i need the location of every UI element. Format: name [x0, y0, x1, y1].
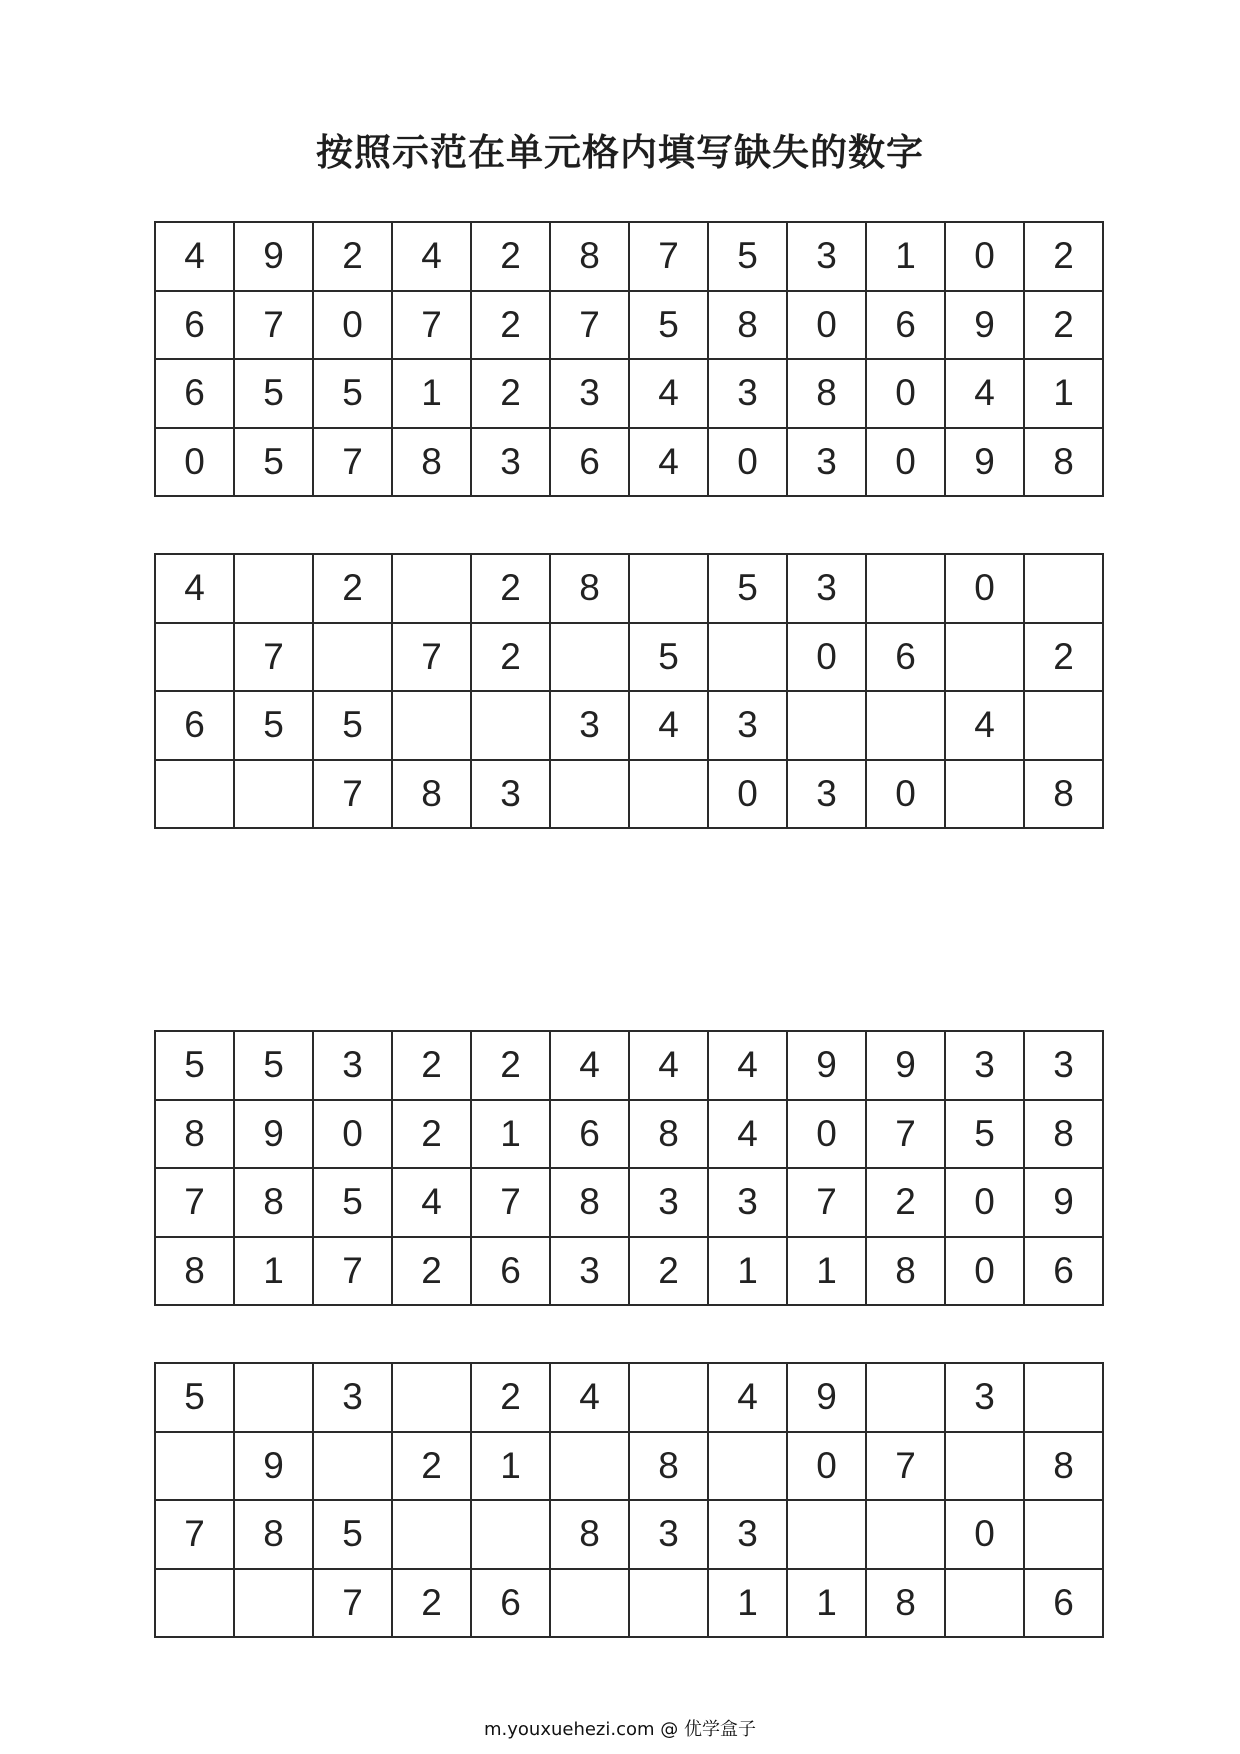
number-cell: 4: [945, 691, 1024, 760]
grid-row: [155, 222, 1103, 291]
blank-cell[interactable]: [155, 623, 234, 692]
number-cell: 8: [787, 359, 866, 428]
grid-row: [155, 1569, 1103, 1638]
number-cell: 9: [945, 428, 1024, 497]
number-cell: 0: [945, 554, 1024, 623]
blank-cell[interactable]: [313, 623, 392, 692]
blank-cell[interactable]: [471, 691, 550, 760]
blank-cell[interactable]: [234, 1569, 313, 1638]
number-cell: 7: [313, 760, 392, 829]
number-cell: 2: [313, 222, 392, 291]
number-cell: 4: [945, 359, 1024, 428]
number-cell: 2: [313, 554, 392, 623]
grid-row: [155, 1100, 1103, 1169]
number-cell: 5: [313, 359, 392, 428]
number-cell: 4: [155, 554, 234, 623]
number-cell: 0: [945, 1237, 1024, 1306]
number-cell: 0: [708, 760, 787, 829]
number-cell: 4: [155, 222, 234, 291]
number-cell: 1: [787, 1569, 866, 1638]
blank-cell[interactable]: [629, 554, 708, 623]
number-cell: 4: [708, 1031, 787, 1100]
number-cell: 6: [866, 623, 945, 692]
grid-row: [155, 554, 1103, 623]
number-cell: 4: [629, 1031, 708, 1100]
number-cell: 3: [787, 760, 866, 829]
number-cell: 7: [313, 1237, 392, 1306]
number-cell: 8: [866, 1237, 945, 1306]
blank-cell[interactable]: [866, 1363, 945, 1432]
number-cell: 6: [155, 359, 234, 428]
number-cell: 9: [866, 1031, 945, 1100]
number-cell: 1: [708, 1569, 787, 1638]
number-cell: 5: [629, 623, 708, 692]
grid-row: [155, 691, 1103, 760]
number-cell: 3: [945, 1031, 1024, 1100]
number-cell: 0: [945, 1500, 1024, 1569]
number-cell: 0: [787, 1432, 866, 1501]
number-cell: 0: [708, 428, 787, 497]
blank-cell[interactable]: [945, 1569, 1024, 1638]
number-cell: 2: [392, 1237, 471, 1306]
blank-cell[interactable]: [392, 1500, 471, 1569]
number-cell: 6: [1024, 1569, 1103, 1638]
number-cell: 8: [1024, 760, 1103, 829]
exercise-grid-1: [154, 553, 1104, 829]
number-cell: 4: [708, 1363, 787, 1432]
blank-cell[interactable]: [550, 1432, 629, 1501]
number-cell: 5: [629, 291, 708, 360]
number-cell: 8: [1024, 428, 1103, 497]
blank-cell[interactable]: [234, 554, 313, 623]
number-cell: 1: [471, 1432, 550, 1501]
number-cell: 5: [234, 691, 313, 760]
number-cell: 8: [392, 428, 471, 497]
number-cell: 0: [313, 1100, 392, 1169]
number-cell: 4: [550, 1363, 629, 1432]
number-cell: 2: [392, 1100, 471, 1169]
number-cell: 3: [787, 554, 866, 623]
number-cell: 7: [550, 291, 629, 360]
number-cell: 9: [234, 222, 313, 291]
grid-row: [155, 623, 1103, 692]
number-cell: 0: [866, 359, 945, 428]
number-cell: 6: [155, 691, 234, 760]
number-cell: 9: [1024, 1168, 1103, 1237]
number-cell: 0: [945, 1168, 1024, 1237]
number-cell: 4: [392, 222, 471, 291]
blank-cell[interactable]: [866, 554, 945, 623]
blank-cell[interactable]: [234, 1363, 313, 1432]
number-cell: 9: [787, 1363, 866, 1432]
number-cell: 3: [550, 691, 629, 760]
number-cell: 8: [392, 760, 471, 829]
number-cell: 2: [1024, 623, 1103, 692]
number-cell: 3: [550, 359, 629, 428]
number-cell: 2: [471, 554, 550, 623]
number-cell: 2: [471, 222, 550, 291]
number-cell: 7: [155, 1168, 234, 1237]
blank-cell[interactable]: [866, 1500, 945, 1569]
number-cell: 7: [471, 1168, 550, 1237]
blank-cell[interactable]: [945, 1432, 1024, 1501]
blank-cell[interactable]: [629, 1569, 708, 1638]
number-cell: 8: [708, 291, 787, 360]
number-cell: 8: [550, 1168, 629, 1237]
number-cell: 7: [392, 623, 471, 692]
number-cell: 7: [234, 291, 313, 360]
number-cell: 0: [155, 428, 234, 497]
number-cell: 5: [155, 1363, 234, 1432]
number-cell: 2: [392, 1432, 471, 1501]
grid-row: [155, 428, 1103, 497]
number-cell: 0: [787, 291, 866, 360]
footer-source: m.youxuehezi.com @ 优学盒子: [483, 1719, 756, 1740]
number-cell: 6: [155, 291, 234, 360]
number-cell: 0: [787, 623, 866, 692]
number-cell: 8: [155, 1100, 234, 1169]
number-cell: 9: [787, 1031, 866, 1100]
number-cell: 7: [629, 222, 708, 291]
number-cell: 3: [313, 1031, 392, 1100]
grid-row: [155, 760, 1103, 829]
blank-cell[interactable]: [550, 623, 629, 692]
number-cell: 7: [866, 1432, 945, 1501]
number-cell: 6: [550, 428, 629, 497]
number-cell: 4: [629, 428, 708, 497]
blank-cell[interactable]: [392, 1363, 471, 1432]
number-cell: 1: [787, 1237, 866, 1306]
number-cell: 4: [629, 359, 708, 428]
grid-row: [155, 1432, 1103, 1501]
number-cell: 1: [471, 1100, 550, 1169]
number-cell: 5: [313, 691, 392, 760]
number-cell: 2: [629, 1237, 708, 1306]
blank-cell[interactable]: [471, 1500, 550, 1569]
number-cell: 6: [1024, 1237, 1103, 1306]
blank-cell[interactable]: [629, 760, 708, 829]
number-cell: 3: [550, 1237, 629, 1306]
number-cell: 2: [471, 359, 550, 428]
number-cell: 7: [313, 428, 392, 497]
number-cell: 0: [313, 291, 392, 360]
number-cell: 5: [945, 1100, 1024, 1169]
grid-row: [155, 1237, 1103, 1306]
number-cell: 7: [155, 1500, 234, 1569]
number-cell: 5: [708, 222, 787, 291]
number-cell: 5: [313, 1500, 392, 1569]
number-cell: 2: [1024, 291, 1103, 360]
number-cell: 8: [234, 1500, 313, 1569]
blank-cell[interactable]: [550, 760, 629, 829]
number-cell: 3: [708, 359, 787, 428]
number-cell: 0: [866, 428, 945, 497]
grid-row: [155, 1500, 1103, 1569]
grid-row: [155, 1031, 1103, 1100]
number-cell: 4: [550, 1031, 629, 1100]
blank-cell[interactable]: [155, 1432, 234, 1501]
exercise-grid-2: [154, 1362, 1104, 1638]
blank-cell[interactable]: [155, 760, 234, 829]
number-cell: 3: [471, 760, 550, 829]
number-cell: 7: [787, 1168, 866, 1237]
number-cell: 6: [471, 1569, 550, 1638]
number-cell: 3: [629, 1500, 708, 1569]
page-title: 按照示范在单元格内填写缺失的数字: [316, 131, 924, 174]
number-cell: 9: [234, 1100, 313, 1169]
number-cell: 3: [471, 428, 550, 497]
blank-cell[interactable]: [1024, 1363, 1103, 1432]
example-grid-2: [154, 1030, 1104, 1306]
number-cell: 7: [234, 623, 313, 692]
blank-cell[interactable]: [945, 623, 1024, 692]
number-cell: 2: [471, 1031, 550, 1100]
number-cell: 1: [1024, 359, 1103, 428]
number-cell: 5: [313, 1168, 392, 1237]
number-cell: 5: [234, 359, 313, 428]
number-cell: 5: [708, 554, 787, 623]
grid-row: [155, 291, 1103, 360]
number-cell: 2: [471, 1363, 550, 1432]
number-cell: 4: [629, 691, 708, 760]
blank-cell[interactable]: [866, 691, 945, 760]
number-cell: 8: [866, 1569, 945, 1638]
number-cell: 3: [945, 1363, 1024, 1432]
number-cell: 1: [708, 1237, 787, 1306]
blank-cell[interactable]: [708, 623, 787, 692]
number-cell: 6: [866, 291, 945, 360]
number-cell: 0: [945, 222, 1024, 291]
blank-cell[interactable]: [392, 691, 471, 760]
number-cell: 8: [550, 222, 629, 291]
number-cell: 2: [392, 1031, 471, 1100]
number-cell: 0: [787, 1100, 866, 1169]
blank-cell[interactable]: [787, 691, 866, 760]
blank-cell[interactable]: [945, 760, 1024, 829]
blank-cell[interactable]: [234, 760, 313, 829]
number-cell: 8: [155, 1237, 234, 1306]
number-cell: 4: [392, 1168, 471, 1237]
number-cell: 2: [471, 291, 550, 360]
number-cell: 1: [234, 1237, 313, 1306]
number-cell: 7: [392, 291, 471, 360]
blank-cell[interactable]: [1024, 691, 1103, 760]
number-cell: 9: [234, 1432, 313, 1501]
number-cell: 8: [550, 1500, 629, 1569]
grid-row: [155, 1168, 1103, 1237]
number-cell: 2: [392, 1569, 471, 1638]
number-cell: 3: [313, 1363, 392, 1432]
blank-cell[interactable]: [1024, 1500, 1103, 1569]
number-cell: 3: [629, 1168, 708, 1237]
number-cell: 4: [708, 1100, 787, 1169]
number-cell: 2: [1024, 222, 1103, 291]
number-cell: 8: [1024, 1100, 1103, 1169]
blank-cell[interactable]: [708, 1432, 787, 1501]
blank-cell[interactable]: [787, 1500, 866, 1569]
number-cell: 5: [234, 428, 313, 497]
number-cell: 8: [1024, 1432, 1103, 1501]
blank-cell[interactable]: [392, 554, 471, 623]
grid-row: [155, 359, 1103, 428]
number-cell: 1: [392, 359, 471, 428]
example-grid-1: [154, 221, 1104, 497]
number-cell: 5: [155, 1031, 234, 1100]
number-cell: 3: [1024, 1031, 1103, 1100]
number-cell: 7: [866, 1100, 945, 1169]
number-cell: 8: [629, 1432, 708, 1501]
number-cell: 3: [708, 1500, 787, 1569]
blank-cell[interactable]: [550, 1569, 629, 1638]
number-cell: 2: [866, 1168, 945, 1237]
number-cell: 3: [787, 428, 866, 497]
number-cell: 8: [550, 554, 629, 623]
blank-cell[interactable]: [629, 1363, 708, 1432]
number-cell: 8: [234, 1168, 313, 1237]
number-cell: 6: [550, 1100, 629, 1169]
number-cell: 1: [866, 222, 945, 291]
number-cell: 9: [945, 291, 1024, 360]
number-cell: 5: [234, 1031, 313, 1100]
number-cell: 3: [708, 691, 787, 760]
number-cell: 2: [471, 623, 550, 692]
blank-cell[interactable]: [155, 1569, 234, 1638]
number-cell: 3: [787, 222, 866, 291]
number-cell: 3: [708, 1168, 787, 1237]
number-cell: 7: [313, 1569, 392, 1638]
number-cell: 6: [471, 1237, 550, 1306]
number-cell: 8: [629, 1100, 708, 1169]
number-cell: 0: [866, 760, 945, 829]
blank-cell[interactable]: [313, 1432, 392, 1501]
grid-row: [155, 1363, 1103, 1432]
blank-cell[interactable]: [1024, 554, 1103, 623]
